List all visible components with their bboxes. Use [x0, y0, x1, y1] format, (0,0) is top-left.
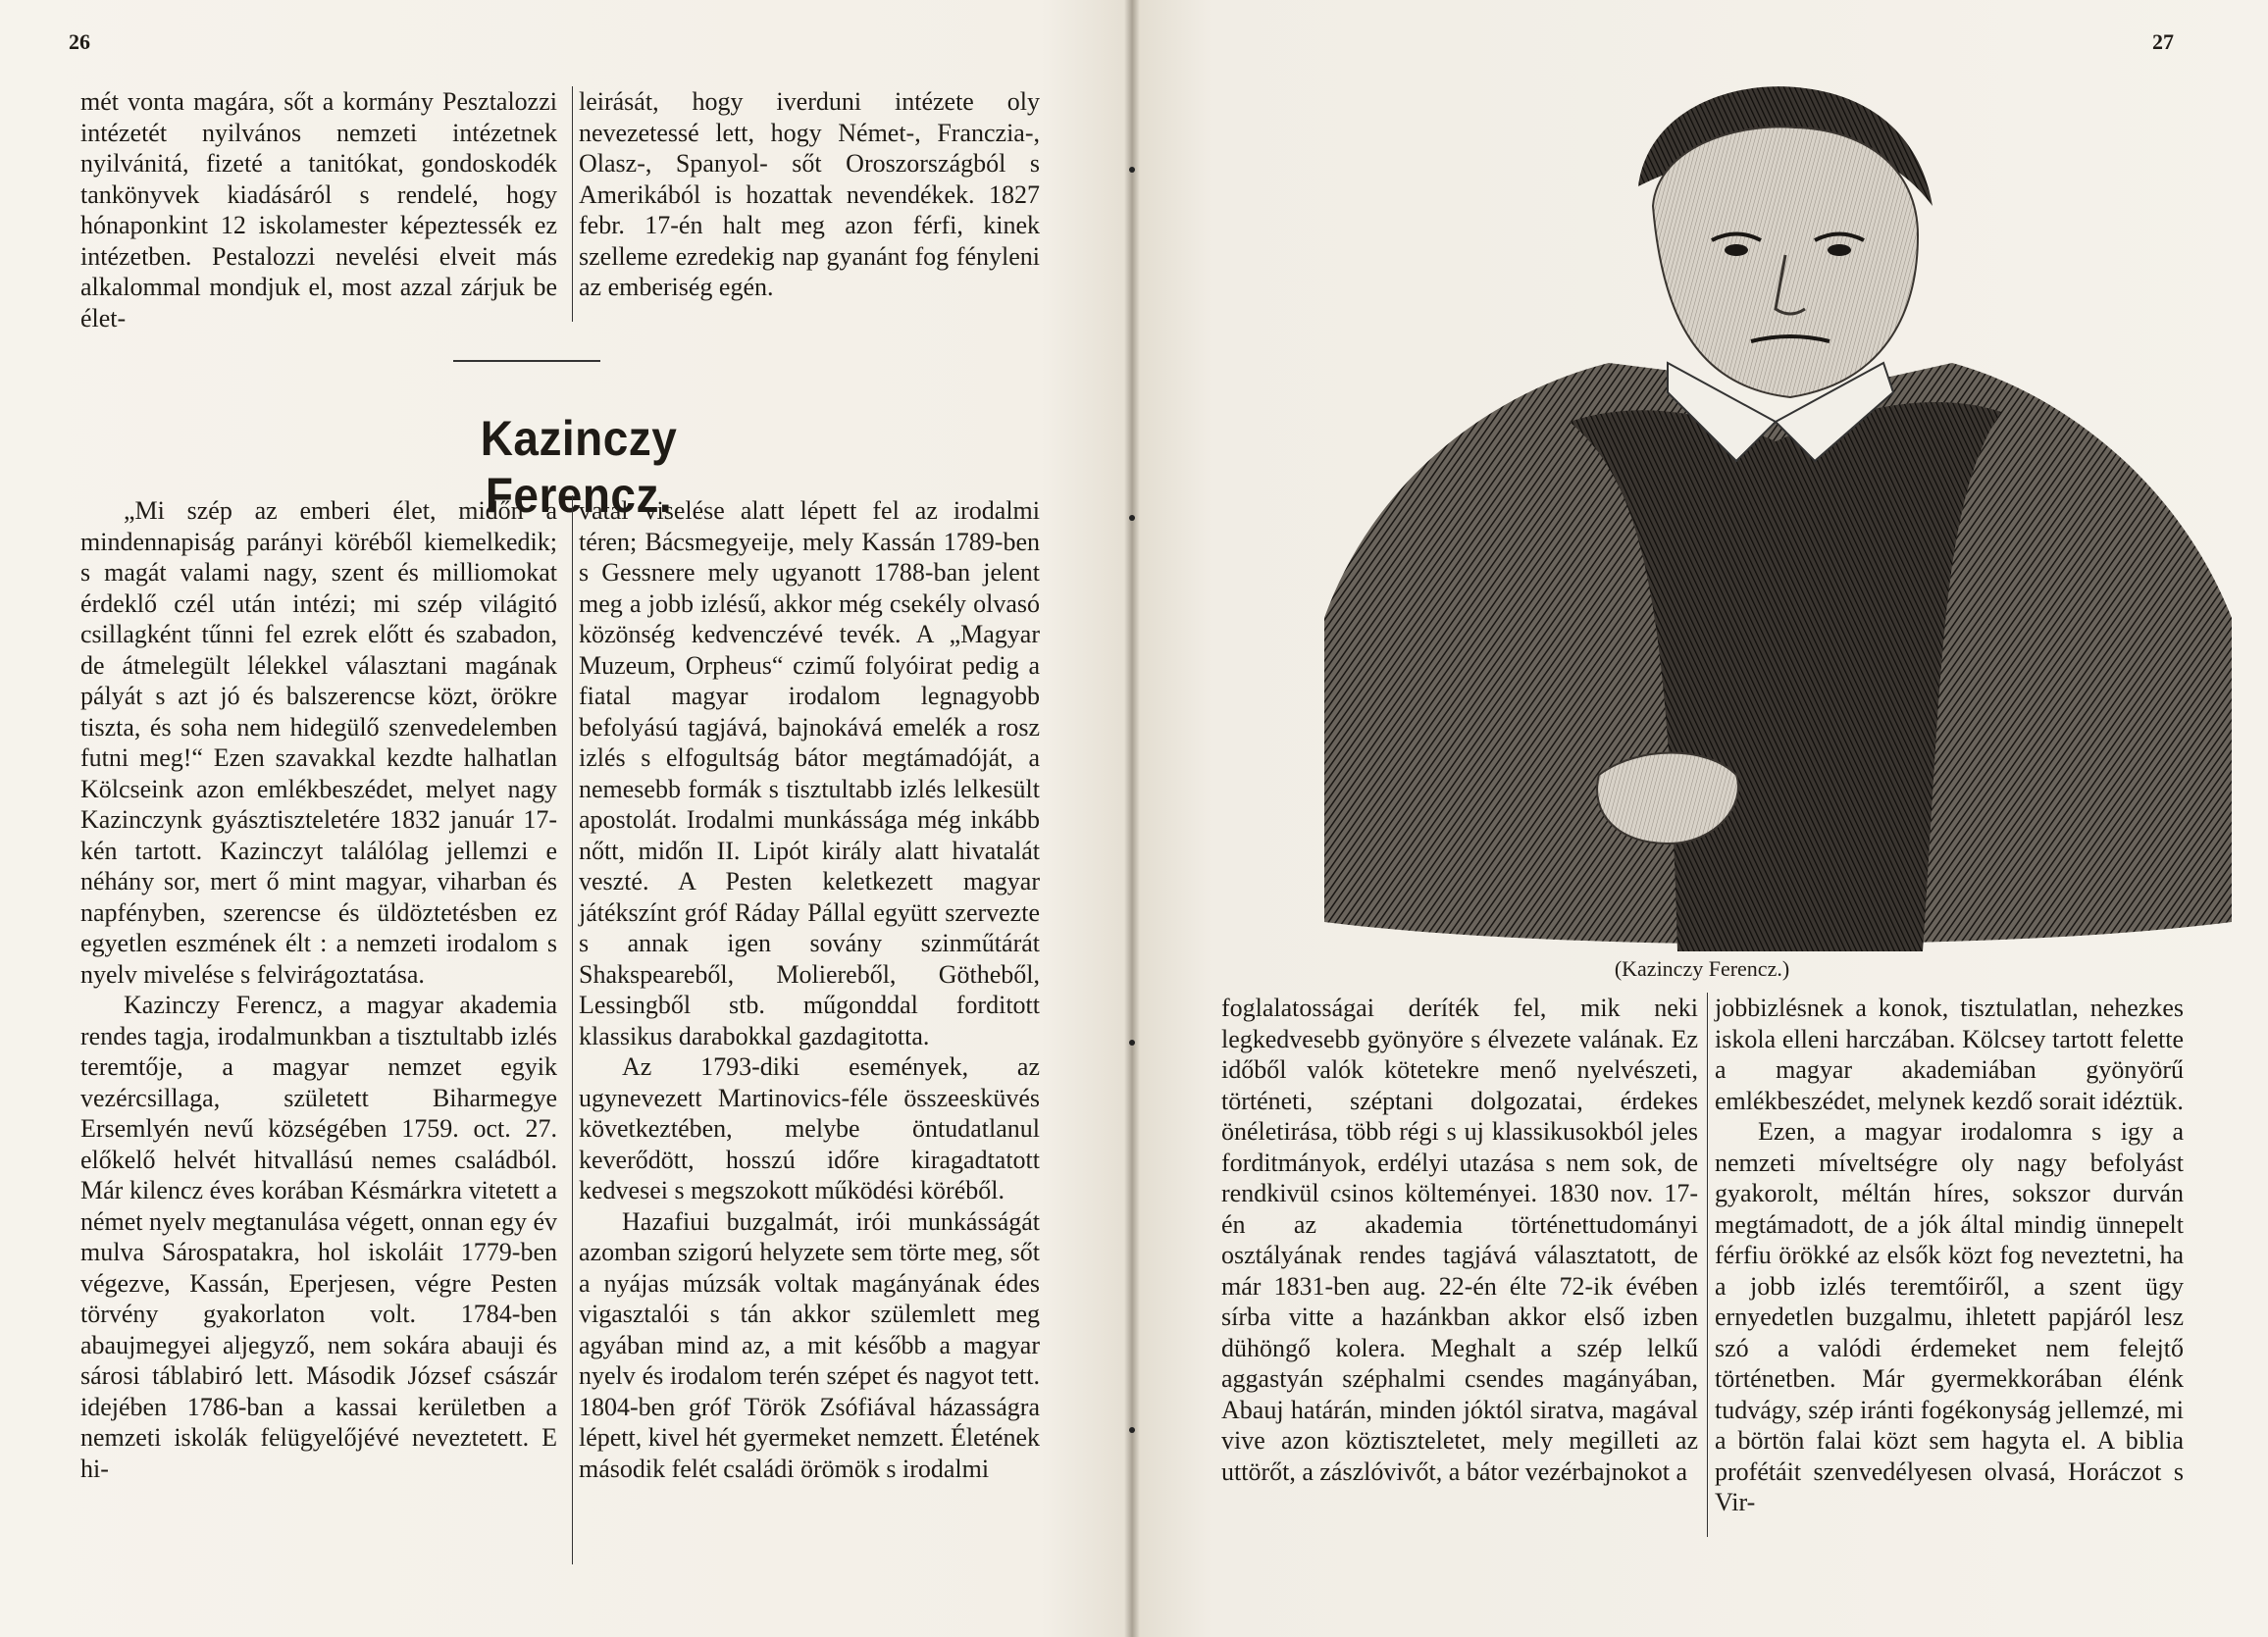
top-column-2-text: leirását, hogy iverduni intézete oly nevezetessé lett, hogy Német-, Franczia-, Olasz-, Spanyol- sőt Oroszországból s Amerikából is hozattak nevendékek. 1827 febr. 17-én halt meg azon férfi, kinek szelleme ezredekig nap gyanánt fog fényleni az emberiség egén. [579, 87, 1040, 301]
main-column-2 [579, 495, 1040, 1484]
main-column-1 [80, 495, 557, 1484]
top-column-2 [579, 86, 1040, 303]
paragraph-1793: Az 1793-diki események, az ugynevezett Martinovics-féle összeesküvés következtében, melybe öntudatlanul keverődött, hosszú időre kiragadtatott kedvesei s megszokott működési köréből. [579, 1052, 1040, 1204]
paragraph-intro: „Mi szép az emberi élet, midőn a mindennapiság parányi köréből kiemelkedik; s magát valami nagy, szent és milliomokat érdeklő czél után intézi; mi szép világitó csillagként tűnni fel ezrek előtt és szabadon, de átmelegült lélekkel választani magának pályát s azt jó és balszerencse közt, örökre tiszta, és soha nem hidegülő szenvedelemben futni meg!“ Ezen szavakkal kezdte halhatlan Kölcseink azon emlékbeszédet, melyet nagy Kazinczynk gyásztiszteletére 1832 január 17-kén tartott. Kazinczyt találólag jellemzi e néhány sor, mert ő mint magyar, viharban és napfényben, szerencse és üldöztetésben ez egyetlen eszmének élt : a nemzeti irodalom s nyelv mivelése s felvirágoztatása. [80, 496, 557, 989]
column-divider-top [572, 86, 573, 322]
paragraph-later-life: foglalatosságai deríték fel, mik neki legkedvesebb gyönyöre s élvezete valának. Ez időből valók kötetekre menő nyelvészeti, történeti, széptani dolgozatai, érdekes önéletirása, több régi s uj klassikusokból jeles forditmányok, erdélyi utazása s nem sok, de rendkivül csinos költeményei. 1830 nov. 17-én az akademia történettudományi osztályának rendes tagjává választatott, de már 1831-ben aug. 22-én élte 72-ik évében sírba vitte a hazánkban akkor első izben dühöngő kolera. Meghalt a szép lelkű aggastyán széphalmi csendes magányában, Abauj határán, minden jóktól siratva, magával vive azon köztiszteletet, mely megilleti az uttörőt, a zászlóvivőt, a bátor vezérbajnokot a [1221, 994, 1698, 1486]
page-number-left: 26 [69, 29, 90, 54]
page-number-right: 27 [2152, 29, 2174, 54]
column-divider-right [1707, 993, 1708, 1537]
portrait-engraving [1314, 69, 2246, 951]
top-column-1-text: mét vonta magára, sőt a kormány Pesztalozzi intézetét nyilvános nemzeti intézetnek nyilvánitá, fizeté a tanitókat, gondoskodék tankönyvek kiadásáról s rendelé, hogy hónaponkint 12 iskolamester képeztessék ez intézetben. Pestalozzi nevelési elveit más alkalommal mondjuk el, most azzal zárjuk be élet- [80, 87, 557, 333]
paragraph-patriotism: Hazafiui buzgalmát, irói munkásságát azomban szigorú helyzete sem törte meg, sőt a nyájas múzsák voltak magányának édes vigasztalói s tán akkor szülemlett meg agyában mind az, a mit később a magyar nyelv és irodalom terén szépet és nagyot tett. 1804-ben gróf Török Zsófiával házasságra lépett, kivel hét gyermeket nemzett. Életének második felét családi örömök s irodalmi [579, 1206, 1040, 1483]
binding-stitch [1129, 167, 1135, 173]
top-column-1 [80, 86, 557, 333]
paragraph-biography: Kazinczy Ferencz, a magyar akademia rendes tagja, irodalmunkban a tisztultabb izlés teremtője, a magyar nemzet egyik vezércsillaga, született Biharmegye Ersemlyén nevű községében 1759. oct. 27. előkelő helvét hitvallású nemes családból. Már kilencz éves korában Késmárkra vitetett a német nyelv megtanulása végett, onnan egy év mulva Sárospatakra, hol iskoláit 1779-ben végezve, Kassán, Eperjesen, végre Pesten törvény gyakorlaton volt. 1784-ben abaujmegyei aljegyző, nem sokára abauji és sárosi táblabiró lett. Második József császár idejében 1786-ban a kassai kerületben a nemzeti iskolák felügyelőjévé neveztetett. E hi- [80, 991, 557, 1483]
binding-stitch [1129, 515, 1135, 521]
right-column-2 [1715, 993, 2184, 1518]
paragraph-literary: vatal viselése alatt lépett fel az irodalmi téren; Bácsmegyeije, mely Kassán 1789-ben s Gessnere mely ugyanott 1788-ban jelent meg a jobb izlésű, akkor még csekély olvasó közönség kedvenczévé tevék. A „Magyar Muzeum, Orpheus“ czimű folyóirat pedig a fiatal magyar irodalom legnagyobb befolyású tagjává, bajnokává emelék a rosz izlés s elfogultság bátor megtámadóját, a nemesebb formák s tisztultabb izlés lelkesült apostolát. Irodalmi munkássága még inkább nőtt, midőn II. Lipót király alatt hivatalát veszté. A Pesten keletkezett magyar játékszínt gróf Ráday Pállal együtt szervezte s annak igen sovány szinműtárát Shakspeareből, Moliereből, Götheből, Lessingből stb. műgonddal forditott klassikus darabokkal gazdagitotta. [579, 496, 1040, 1050]
paragraph-kolcsey: jobbizlésnek a konok, tisztulatlan, nehezkes iskola elleni harczában. Kölcsey tartott felette a magyar akademiában gyönyörű emlékbeszédet, melynek kezdő sorait idéztük. [1715, 994, 2184, 1115]
right-column-1 [1221, 993, 1698, 1487]
book-gutter [1124, 0, 1140, 1637]
article-heading: Kazinczy Ferencz. [480, 411, 678, 523]
binding-stitch [1129, 1040, 1135, 1046]
section-separator [453, 360, 600, 362]
column-divider-main [572, 495, 573, 1564]
binding-stitch [1129, 1427, 1135, 1433]
paragraph-legacy: Ezen, a magyar irodalomra s igy a nemzeti míveltségre oly nagy befolyást gyakorolt, méltán híres, sokszor durván megtámadott, de a jók által mindig ünnepelt férfiu örökké az elsők közt fog neveztetni, ha a jobb izlés teremtőiről, a szent ügy ernyedetlen buzgalmu, ihletett papjáról lesz szó a valódi érdemeket nem felejtő történetben. Már gyermekkorában élénk tudvágy, szép iránti fogékonyság jellemzé, mi a börtön falai közt sem hagyta el. A biblia profétáit szenvedélyesen olvasá, Horáczot s Vir- [1715, 1117, 2184, 1516]
portrait-caption: (Kazinczy Ferencz.) [1614, 956, 1790, 981]
left-page [0, 0, 1132, 1637]
